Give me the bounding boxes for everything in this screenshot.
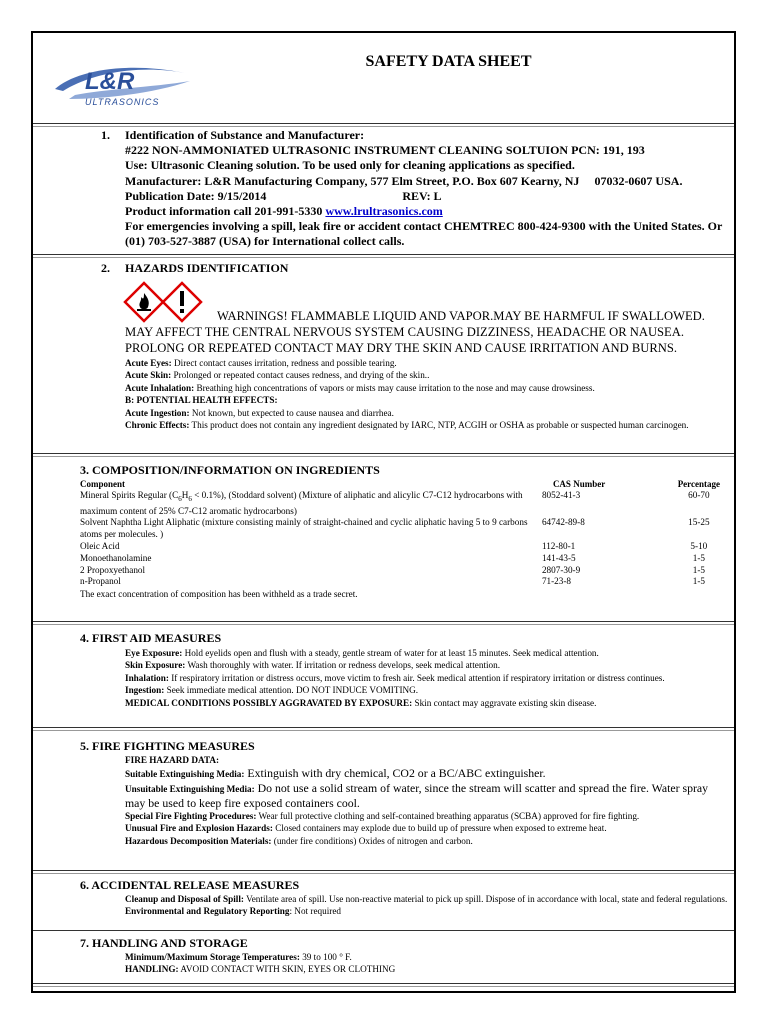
- handling-item: HANDLING: AVOID CONTACT WITH SKIN, EYES OR CLOTHING: [125, 964, 396, 975]
- product-name: #222 NON-AMMONIATED ULTRASONIC INSTRUMENT CLEANING SOLTUION PCN: 191, 193: [125, 143, 645, 158]
- section-number: 1.: [101, 128, 110, 142]
- table-row: [80, 490, 720, 517]
- table-row: [80, 553, 720, 565]
- svg-text:L&R: L&R: [85, 68, 135, 95]
- release-item: Cleanup and Disposal of Spill: Ventilate area of spill. Use non-reactive material to pick up spill. Dispose of in accordance with local, state and federal regulations.: [125, 894, 728, 904]
- hazard-item: Acute Eyes: Direct contact causes irritation, redness and possible tearing.: [125, 358, 397, 368]
- cas-cell: 2807-30-9: [541, 564, 581, 575]
- cas-cell: 112-80-1: [541, 541, 576, 552]
- section-heading: Identification of Substance and Manufacturer:: [125, 128, 365, 142]
- first-aid-item: Eye Exposure: Hold eyelids open and flush with a steady, gentle stream of water for at least 15 minutes. Seek medical attention.: [125, 648, 599, 658]
- section-heading: 3. COMPOSITION/INFORMATION ON INGREDIENTS: [80, 463, 380, 477]
- cas-cell: 64742-89-8: [541, 517, 585, 528]
- hazard-item: Acute Inhalation: Breathing high concentrations of vapors or mists may cause irritation to the nose and may cause drowsiness.: [125, 382, 595, 393]
- table-header-row: [80, 479, 720, 490]
- table-row: [80, 541, 720, 553]
- warnings-text-continued: MAY AFFECT THE CENTRAL NERVOUS SYSTEM CAUSING DIZZINESS, HEADACHE OR NAUSEA. PROLONG OR REPEATED CONTACT MAY DRY THE SKIN AND CAUSE IRRITATION AND BURNS.: [125, 325, 684, 355]
- fire-hazard-subheading: FIRE HAZARD DATA:: [125, 755, 220, 765]
- hazard-details: [125, 357, 733, 431]
- header: [33, 33, 734, 123]
- fire-item: Unusual Fire and Explosion Hazards: Closed containers may explode due to build up of pressure when exposed to extreme heat.: [125, 823, 607, 834]
- handling-item: Minimum/Maximum Storage Temperatures: 39 to 100 ° F.: [125, 952, 352, 962]
- section-heading: 6. ACCIDENTAL RELEASE MEASURES: [80, 878, 300, 892]
- component-cell: 2 Propoxyethanol: [80, 564, 146, 575]
- fire-fighting-details: [125, 754, 730, 847]
- divider: [33, 123, 734, 124]
- divider: [33, 930, 734, 931]
- section-number: 2.: [101, 261, 110, 275]
- document-title: SAFETY DATA SHEET: [365, 53, 532, 70]
- first-aid-item: Inhalation: If respiratory irritation or distress occurs, move victim to fresh air. Seek medical attention if respiratory irritation or distress continues.: [125, 672, 665, 683]
- table-row: [80, 517, 720, 541]
- component-cell: Mineral Spirits Regular $(C_6H_6 < 0.1\%)$, (Stoddard solvent) (Mixture of aliphatic and alicylic C7-C12 hydrocarbons with maximum content of 25% C7-C12 aromatic hydrocarbons): [80, 490, 523, 516]
- fire-item: Suitable Extinguishing Media: Extinguish with dry chemical, CO2 or a BC/ABC extinguisher.: [125, 766, 546, 781]
- first-aid-item: MEDICAL CONDITIONS POSSIBLY AGGRAVATED BY EXPOSURE: Skin contact may aggravate existing skin disease.: [125, 697, 597, 708]
- sds-page: [31, 31, 736, 993]
- cas-cell: 8052-41-3: [541, 490, 581, 500]
- percentage-cell: 1-5: [692, 564, 705, 575]
- hazard-item: Chronic Effects: This product does not contain any ingredient designated by IARC, NTP, ACGIH or OSHA as probable or suspected human carcinogen.: [125, 420, 689, 431]
- component-cell: n-Propanol: [80, 576, 121, 587]
- divider: [33, 983, 734, 984]
- hazard-item: Acute Skin: Prolonged or repeated contact causes redness, and drying of the skin..: [125, 370, 430, 381]
- publication-line: Publication Date: 9/15/2014 REV: L: [125, 188, 442, 203]
- fire-item: Special Fire Fighting Procedures: Wear full protective clothing and self-contained breathing apparatus (SCBA) approved for fire fighting.: [125, 810, 640, 821]
- release-item: Environmental and Regulatory Reporting: Not required: [125, 906, 341, 917]
- section-heading: 5. FIRE FIGHTING MEASURES: [80, 739, 255, 753]
- hazard-item: Acute Ingestion: Not known, but expected to cause nausea and diarrhea.: [125, 407, 394, 418]
- divider: [33, 727, 734, 728]
- column-header-percentage: Percentage: [677, 479, 720, 489]
- hazard-item: B: POTENTIAL HEALTH EFFECTS:: [125, 395, 278, 406]
- table-row: [80, 576, 720, 588]
- divider: [33, 254, 734, 255]
- first-aid-item: Skin Exposure: Wash thoroughly with water. If irritation or redness develops, seek medical attention.: [125, 660, 501, 671]
- release-details: [125, 893, 730, 918]
- percentage-cell: 1-5: [692, 576, 705, 587]
- divider: [33, 453, 734, 454]
- composition-table: [80, 479, 720, 600]
- percentage-cell: 1-5: [692, 552, 705, 563]
- first-aid-item: Ingestion: Seek immediate medical attention. DO NOT INDUCE VOMITING.: [125, 685, 419, 696]
- warnings-text: WARNINGS! FLAMMABLE LIQUID AND VAPOR.MAY BE HARMFUL IF SWALLOWED.: [217, 309, 705, 323]
- section-heading: 7. HANDLING AND STORAGE: [80, 936, 248, 950]
- cas-cell: 141-43-5: [541, 552, 576, 563]
- svg-text:ULTRASONICS: ULTRASONICS: [85, 97, 160, 107]
- handling-details: [125, 951, 730, 976]
- fire-item: Unsuitable Extinguishing Media: Do not use a solid stream of water, since the stream will scatter and spread the fire. Water spray may be used to keep fire exposed containers cool.: [125, 781, 709, 810]
- emergency-contact: For emergencies involving a spill, leak fire or accident contact CHEMTREC 800-424-9300 with the United States. Or (01) 703-527-3887 (USA) for International collect calls.: [125, 219, 723, 249]
- percentage-cell: 60-70: [688, 490, 710, 500]
- manufacturer-line: Manufacturer: L&R Manufacturing Company, 577 Elm Street, P.O. Box 607 Kearny, NJ 07032-0607 USA.: [125, 173, 683, 188]
- section-heading: 4. FIRST AID MEASURES: [80, 631, 222, 645]
- component-cell: Oleic Acid: [80, 541, 120, 552]
- percentage-cell: 15-25: [688, 517, 710, 528]
- percentage-cell: 5-10: [690, 541, 708, 552]
- product-use: Use: Ultrasonic Cleaning solution. To be used only for cleaning applications as specified.: [125, 158, 575, 173]
- product-info-line: Product information call 201-991-5330 www.lrultrasonics.com: [125, 204, 443, 219]
- fire-item: Hazardous Decomposition Materials: (under fire conditions) Oxides of nitrogen and carbon.: [125, 835, 473, 846]
- first-aid-details: [125, 647, 730, 709]
- cas-cell: 71-23-8: [541, 576, 572, 587]
- divider: [33, 870, 734, 871]
- component-cell: Monoethanolamine: [80, 552, 152, 563]
- section-identification: [33, 128, 734, 250]
- column-header-cas: CAS Number: [552, 479, 606, 489]
- component-cell: Solvent Naphtha Light Aliphatic (mixture consisting mainly of straight-chained and cyclic aliphatic having 5 to 9 carbons atoms per molecules. ): [80, 517, 528, 540]
- column-header-component: Component: [80, 479, 126, 489]
- divider: [33, 621, 734, 622]
- section-heading: HAZARDS IDENTIFICATION: [125, 261, 289, 275]
- table-row: [80, 565, 720, 577]
- trade-secret-note: The exact concentration of composition has been withheld as a trade secret.: [80, 589, 358, 600]
- website-link[interactable]: www.lrultrasonics.com: [325, 204, 443, 219]
